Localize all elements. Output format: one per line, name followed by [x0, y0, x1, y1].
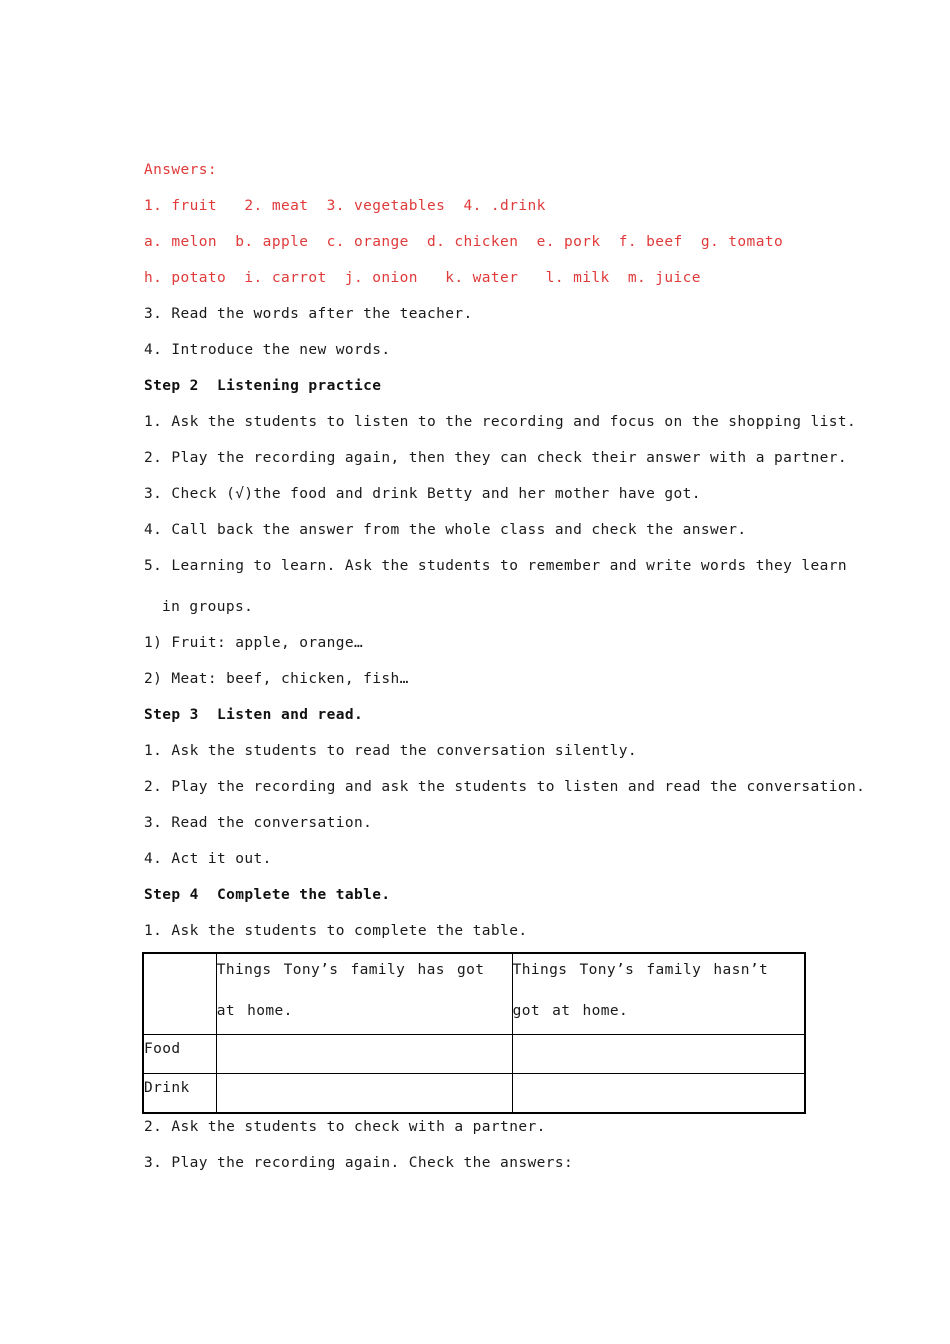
table-cell-food-hasnt-got [512, 1035, 805, 1074]
answers-heading: Answers: [144, 162, 218, 178]
step2-item-2: 2. Play the recording again, then they can check their answer with a partner. [144, 450, 847, 466]
step4-heading: Step 4 Complete the table. [144, 887, 391, 903]
step4-item-1: 1. Ask the students to complete the table. [144, 923, 528, 939]
table-corner-cell [143, 953, 216, 1035]
step2-sub-1: 1) Fruit: apple, orange… [144, 635, 364, 651]
row-label-drink: Drink [144, 1080, 190, 1096]
step4-item-3: 3. Play the recording again. Check the answers: [144, 1155, 574, 1171]
step2-item-4: 4. Call back the answer from the whole class and check the answer. [144, 522, 747, 538]
step3-item-2: 2. Play the recording and ask the students to listen and read the conversation. [144, 779, 866, 795]
table-cell-food-has-got [216, 1035, 512, 1074]
step2-item-5-line-2: in groups. [162, 599, 254, 615]
table-cell-drink-hasnt-got [512, 1074, 805, 1114]
step1-item-3: 3. Read the words after the teacher. [144, 306, 473, 322]
row-label-food: Food [144, 1041, 181, 1057]
table-header-row [143, 953, 805, 1035]
step4-item-2: 2. Ask the students to check with a partner. [144, 1119, 546, 1135]
table-row-label-cell [143, 1074, 216, 1114]
step3-item-3: 3. Read the conversation. [144, 815, 373, 831]
answers-line-1: 1. fruit 2. meat 3. vegetables 4. .drink [144, 198, 546, 214]
step2-heading: Step 2 Listening practice [144, 378, 382, 394]
answers-line-2: a. melon b. apple c. orange d. chicken e. pork f. beef g. tomato [144, 234, 784, 250]
step2-item-1: 1. Ask the students to listen to the recording and focus on the shopping list. [144, 414, 857, 430]
answers-line-3: h. potato i. carrot j. onion k. water l. milk m. juice [144, 270, 701, 286]
things-table [142, 952, 806, 1114]
header-hasnt-got-text: Things Tony’s family hasn’t got at home. [512, 962, 769, 1019]
table-row [143, 1035, 805, 1074]
step3-item-1: 1. Ask the students to read the conversation silently. [144, 743, 638, 759]
table-row-label-cell [143, 1035, 216, 1074]
table-row [143, 1074, 805, 1114]
step3-item-4: 4. Act it out. [144, 851, 272, 867]
table-cell-drink-has-got [216, 1074, 512, 1114]
step2-item-3: 3. Check (√)the food and drink Betty and her mother have got. [144, 486, 701, 502]
header-has-got-text: Things Tony’s family has got at home. [216, 962, 485, 1019]
table-header-hasnt-got [512, 953, 805, 1035]
table-header-has-got [216, 953, 512, 1035]
step2-item-5-line-1: 5. Learning to learn. Ask the students to remember and write words they learn [144, 558, 847, 574]
step2-sub-2: 2) Meat: beef, chicken, fish… [144, 671, 409, 687]
step1-item-4: 4. Introduce the new words. [144, 342, 391, 358]
step3-heading: Step 3 Listen and read. [144, 707, 364, 723]
